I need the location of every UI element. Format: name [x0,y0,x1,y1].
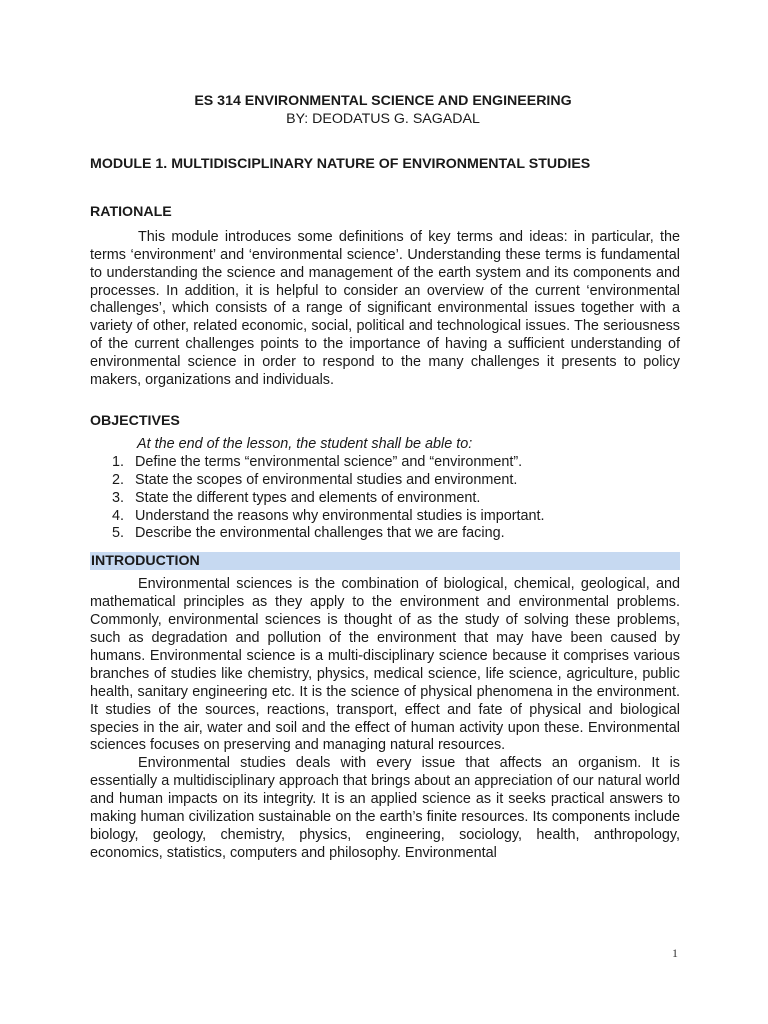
list-number: 1. [112,453,125,470]
list-text: Understand the reasons why environmental studies is important. [135,507,545,524]
list-number: 4. [112,507,125,524]
list-item [90,508,680,526]
document-page [90,92,680,863]
objectives-list [90,454,680,544]
list-text: State the different types and elements of environment. [135,489,481,506]
list-item [90,490,680,508]
page-number: 1 [672,946,678,960]
author-line: BY: DEODATUS G. SAGADAL [286,111,480,127]
list-text: State the scopes of environmental studies and environment. [135,471,518,488]
introduction-paragraph-2: Environmental studies deals with every issue that affects an organism. It is essentially a multidisciplinary approach that brings about an appreciation of our natural world and human impacts on its integrity. It is an applied science as it seeks practical answers to making human civilization sustainable on the earth’s finite resources. Its components include biology, geology, chemistry, physics, engineering, sociology, health, anthropology, economics, statistics, computers and philosophy. Environmental [90,755,680,861]
list-text: Describe the environmental challenges that we are facing. [135,525,505,542]
objectives-heading: OBJECTIVES [90,412,180,429]
module-title: MODULE 1. MULTIDISCIPLINARY NATURE OF ENVIRONMENTAL STUDIES [90,156,591,172]
list-number: 3. [112,489,125,506]
objectives-intro: At the end of the lesson, the student shall be able to: [137,435,473,452]
rationale-heading: RATIONALE [90,203,172,220]
document-header [86,92,680,128]
rationale-paragraph: This module introduces some definitions of key terms and ideas: in particular, the terms ‘environment’ and ‘environmental science’. Understanding these terms is fundamental to understanding the science and management of the earth system and its components and processes. In addition, it is helpful to consider an overview of the current ‘environmental challenges’, which consists of a range of significant environmental issues together with a variety of other, related economic, social, political and technological issues. The seriousness of the current challenges points to the importance of having a sufficient understanding of environmental science in order to respond to the many challenges it presents to policy makers, organizations and individuals. [90,228,680,389]
list-text: Define the terms “environmental science” and “environment”. [135,453,523,470]
list-number: 2. [112,471,125,488]
list-item [90,525,680,543]
list-number: 5. [112,525,125,542]
list-item [90,454,680,472]
introduction-paragraph-1: Environmental sciences is the combination of biological, chemical, geological, and mathematical principles as they apply to the environment and environmental problems. Commonly, environmental sciences is thought of as the study of solving these problems, such as degradation and pollution of the environment that may have been caused by humans. Environmental science is a multi-disciplinary science because it comprises various branches of studies like chemistry, physics, medical science, life science, agriculture, public health, sanitary engineering etc. It is the science of physical phenomena in the environment. It studies of the sources, reactions, transport, effect and fate of physical and biological species in the air, water and soil and the effect of human activity upon these. Environmental sciences focuses on preserving and managing natural resources. [90,576,680,754]
list-item [90,472,680,490]
introduction-heading: INTRODUCTION [90,552,680,570]
course-title: ES 314 ENVIRONMENTAL SCIENCE AND ENGINEERING [194,93,572,109]
